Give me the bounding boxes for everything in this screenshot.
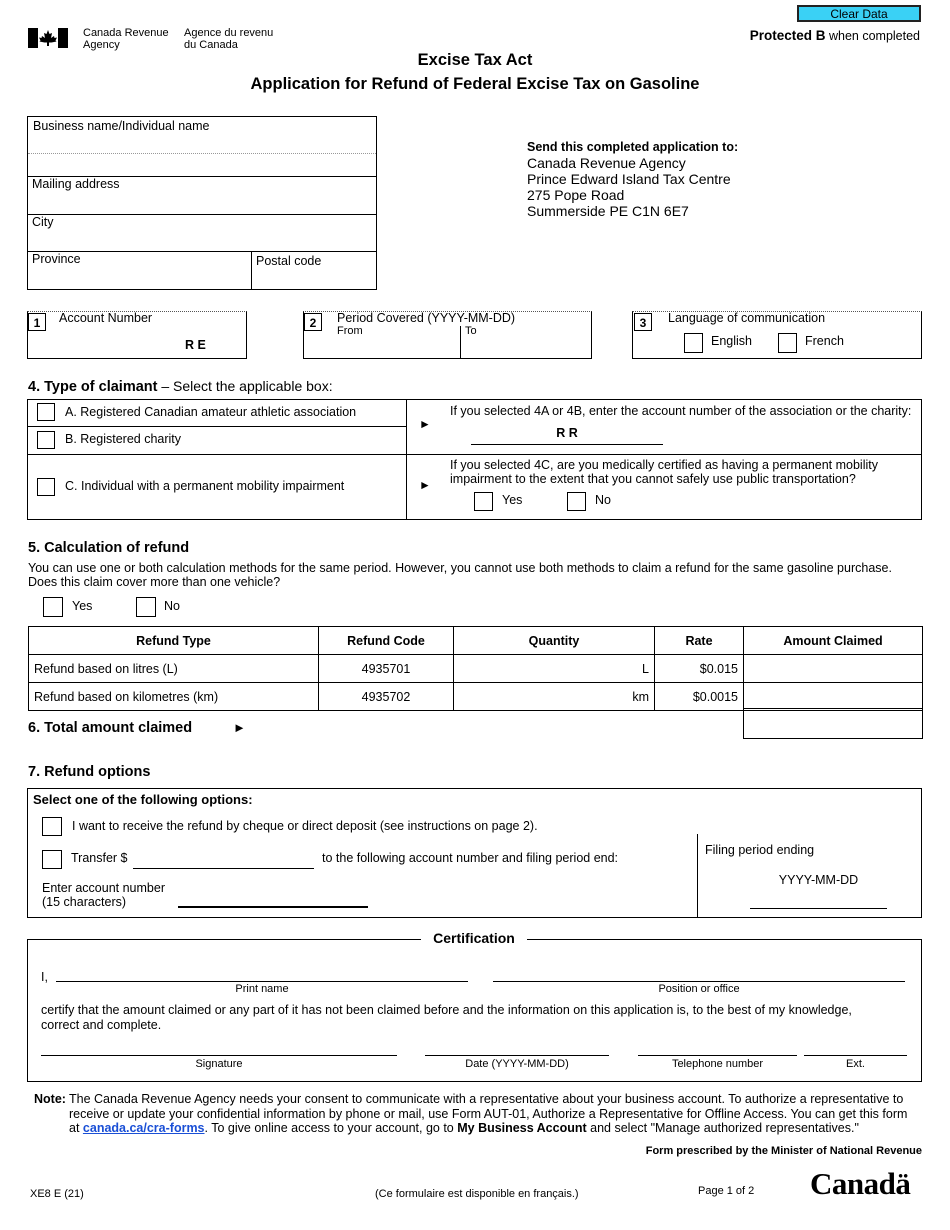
form-prescribed: Form prescribed by the Minister of National Revenue: [645, 1145, 922, 1157]
divider: [28, 426, 406, 427]
medically-certified-no-label: No: [595, 493, 611, 507]
account-number-suffix: R E: [185, 338, 206, 352]
period-from-input[interactable]: [320, 339, 458, 357]
print-name-input[interactable]: [56, 965, 468, 982]
section-6-title: 6. Total amount claimed: [28, 720, 193, 736]
cheque-deposit-checkbox[interactable]: [42, 817, 62, 836]
col-refund-code: Refund Code: [319, 627, 454, 655]
account-number-instruction-line1: Enter account number: [42, 881, 165, 895]
transfer-tail-label: to the following account number and filing period end:: [322, 851, 619, 865]
send-to-line3: 275 Pope Road: [527, 187, 625, 203]
agency-en-line2: Agency: [83, 39, 120, 51]
province-label: Province: [32, 252, 81, 266]
period-from-label: From: [337, 325, 363, 337]
certification-statement: [41, 1003, 852, 1033]
extension-input[interactable]: [804, 1040, 907, 1056]
refund-table-header: [29, 627, 923, 655]
agency-fr-line1: Agence du revenu: [184, 27, 274, 39]
section-5-text: [28, 561, 892, 589]
send-to-heading: Send this completed application to:: [527, 140, 739, 154]
page-number: Page 1 of 2: [698, 1185, 755, 1197]
send-to-line2: Prince Edward Island Tax Centre: [527, 171, 731, 187]
french-availability: (Ce formulaire est disponible en français.): [375, 1188, 579, 1200]
certification-title: Certification: [421, 930, 527, 946]
telephone-input[interactable]: [638, 1040, 797, 1056]
box-number-2: 2: [304, 313, 322, 331]
refund-code-cell: 4935702: [319, 683, 454, 711]
agency-fr-line2: du Canada: [184, 39, 238, 51]
charity-account-prefix: R R: [556, 426, 578, 440]
claimant-b-checkbox[interactable]: [37, 431, 55, 449]
claimant-c-label: C. Individual with a permanent mobility impairment: [65, 479, 345, 493]
postal-code-label: Postal code: [256, 254, 322, 268]
ab-instruction: If you selected 4A or 4B, enter the account number of the association or the charity:: [450, 404, 912, 418]
agency-en-line1: Canada Revenue: [83, 27, 169, 39]
medically-certified-yes-label: Yes: [502, 493, 523, 507]
postal-code-field[interactable]: [252, 270, 376, 288]
col-quantity: Quantity: [454, 627, 655, 655]
note-line2: receive or update your confidential information by phone or mail, use Form AUT-01, Authorize a Representative for Offline Access. You can get this form: [69, 1106, 908, 1121]
total-amount-input[interactable]: [743, 708, 923, 739]
cert-date-caption: Date (YYYY-MM-DD): [465, 1058, 569, 1070]
rate-cell: $0.0015: [655, 683, 744, 711]
english-checkbox[interactable]: [684, 333, 703, 353]
french-checkbox[interactable]: [778, 333, 797, 353]
account-number-label: Account Number: [59, 311, 153, 325]
medically-certified-no-checkbox[interactable]: [567, 492, 586, 511]
c-instruction: [450, 458, 878, 486]
form-title: Application for Refund of Federal Excise Tax on Gasoline: [250, 75, 700, 93]
transfer-label: Transfer $: [71, 851, 128, 865]
arrow-right-icon: ►: [419, 417, 431, 431]
certification-statement-line2: correct and complete.: [41, 1018, 162, 1032]
arrow-right-icon: ►: [419, 478, 431, 492]
transfer-account-input[interactable]: [178, 890, 368, 908]
table-row: [29, 683, 923, 711]
section-7-title: 7. Refund options: [28, 764, 151, 780]
divider: [697, 834, 698, 918]
french-label: French: [805, 334, 844, 348]
multiple-vehicles-yes-label: Yes: [72, 599, 93, 613]
note-at: at: [69, 1121, 80, 1135]
extension-caption: Ext.: [846, 1058, 865, 1070]
c-instruction-line1: If you selected 4C, are you medically certified as having a permanent mobility: [450, 458, 878, 472]
filing-period-format: YYYY-MM-DD: [778, 873, 859, 887]
note-line3: [69, 1121, 929, 1136]
certification-statement-line1: certify that the amount claimed or any part of it has not been claimed before and the information on this application is, to the best of my knowledge,: [41, 1003, 852, 1017]
mailing-address-field[interactable]: [28, 194, 376, 213]
claimant-c-checkbox[interactable]: [37, 478, 55, 496]
note-mid: . To give online access to your account, go to: [204, 1121, 454, 1135]
quantity-km-input[interactable]: [454, 683, 655, 711]
divider: [28, 454, 921, 455]
protected-b-label: [700, 28, 920, 43]
period-to-input[interactable]: [462, 339, 590, 357]
box-number-3: 3: [634, 313, 652, 331]
refund-table: [28, 626, 923, 711]
filing-period-input[interactable]: [750, 892, 887, 909]
refund-options-heading: Select one of the following options:: [33, 792, 253, 807]
canada-wordmark-logo: Canadä: [810, 1166, 911, 1201]
english-label: English: [711, 334, 752, 348]
col-amount-claimed: Amount Claimed: [744, 627, 923, 655]
note-tail: and select "Manage authorized representatives.": [590, 1121, 859, 1135]
section-5-text-line1: You can use one or both calculation methods for the same period. However, you cannot use both methods to claim a refund for the same gasoline purchase.: [28, 561, 892, 575]
divider: [28, 214, 376, 215]
form-title-act: Excise Tax Act: [417, 51, 533, 69]
claimant-a-checkbox[interactable]: [37, 403, 55, 421]
account-number-input[interactable]: [48, 333, 245, 357]
unit-label: km: [632, 689, 649, 704]
divider: [460, 326, 461, 359]
transfer-checkbox[interactable]: [42, 850, 62, 869]
print-name-caption: Print name: [235, 983, 289, 995]
protected-b: Protected B: [749, 28, 826, 43]
form-id: XE8 E (21): [30, 1188, 84, 1200]
province-field[interactable]: [28, 268, 250, 288]
col-rate: Rate: [655, 627, 744, 655]
agency-name-fr: [184, 27, 273, 51]
business-name-label: Business name/Individual name: [33, 119, 210, 133]
multiple-vehicles-no-checkbox[interactable]: [136, 597, 156, 617]
refund-type-cell: Refund based on litres (L): [29, 655, 319, 683]
canada-flag-icon: [28, 28, 68, 48]
table-row: [29, 655, 923, 683]
business-name-field[interactable]: [28, 136, 376, 153]
col-refund-type: Refund Type: [29, 627, 319, 655]
cert-date-input[interactable]: [425, 1040, 609, 1056]
send-to-line4: Summerside PE C1N 6E7: [527, 203, 689, 219]
send-to-address: [527, 139, 738, 219]
period-covered-label: Period Covered (YYYY-MM-DD): [337, 311, 516, 325]
rate-cell: $0.015: [655, 655, 744, 683]
language-label: Language of communication: [668, 311, 826, 325]
refund-code-cell: 4935701: [319, 655, 454, 683]
period-to-label: To: [465, 325, 477, 337]
position-input[interactable]: [493, 965, 905, 982]
cert-i-label: I,: [41, 970, 48, 984]
transfer-amount-input[interactable]: [133, 851, 314, 869]
c-instruction-line2: impairment to the extent that you cannot safely use public transportation?: [450, 472, 856, 486]
cra-forms-link[interactable]: canada.ca/cra-forms: [82, 1121, 205, 1135]
my-business-account: My Business Account: [457, 1121, 587, 1135]
telephone-caption: Telephone number: [671, 1058, 764, 1070]
medically-certified-yes-checkbox[interactable]: [474, 492, 493, 511]
multiple-vehicles-no-label: No: [164, 599, 180, 613]
arrow-right-icon: ►: [233, 720, 246, 735]
amount-litres-input[interactable]: [744, 655, 923, 683]
refund-type-cell: Refund based on kilometres (km): [29, 683, 319, 711]
section-4-heading: [28, 378, 333, 395]
section-4-title: 4. Type of claimant: [28, 379, 158, 395]
city-field[interactable]: [28, 232, 376, 250]
mailing-address-label: Mailing address: [32, 177, 120, 191]
unit-label: L: [642, 661, 649, 676]
multiple-vehicles-yes-checkbox[interactable]: [43, 597, 63, 617]
signature-input[interactable]: [41, 1040, 397, 1056]
city-label: City: [32, 215, 54, 229]
filing-period-label: Filing period ending: [705, 843, 815, 857]
note-text: [69, 1092, 929, 1136]
divider: [406, 399, 407, 520]
amount-km-input[interactable]: [744, 683, 923, 711]
clear-data-button[interactable]: Clear Data: [797, 5, 921, 22]
signature-caption: Signature: [195, 1058, 243, 1070]
agency-name-en: [83, 27, 169, 51]
section-4-subtitle: – Select the applicable box:: [161, 378, 333, 394]
note-label: Note:: [34, 1092, 66, 1106]
send-to-line1: Canada Revenue Agency: [527, 155, 686, 171]
business-name-field-2[interactable]: [28, 154, 376, 175]
box-number-1: 1: [28, 313, 46, 331]
charity-account-input[interactable]: [471, 426, 663, 445]
account-number-instruction: [42, 881, 165, 909]
claimant-a-label: A. Registered Canadian amateur athletic association: [65, 405, 357, 419]
cheque-deposit-label: I want to receive the refund by cheque or direct deposit (see instructions on page 2).: [72, 819, 538, 833]
protected-suffix: when completed: [828, 29, 920, 43]
quantity-litres-input[interactable]: [454, 655, 655, 683]
section-5-title: 5. Calculation of refund: [28, 540, 190, 556]
claimant-b-label: B. Registered charity: [65, 432, 182, 446]
position-caption: Position or office: [658, 983, 740, 995]
account-number-instruction-line2: (15 characters): [42, 895, 127, 909]
section-5-text-line2: Does this claim cover more than one vehicle?: [28, 575, 281, 589]
note-line1: The Canada Revenue Agency needs your consent to communicate with a representative about your business account. To authorize a representative to: [69, 1092, 904, 1106]
